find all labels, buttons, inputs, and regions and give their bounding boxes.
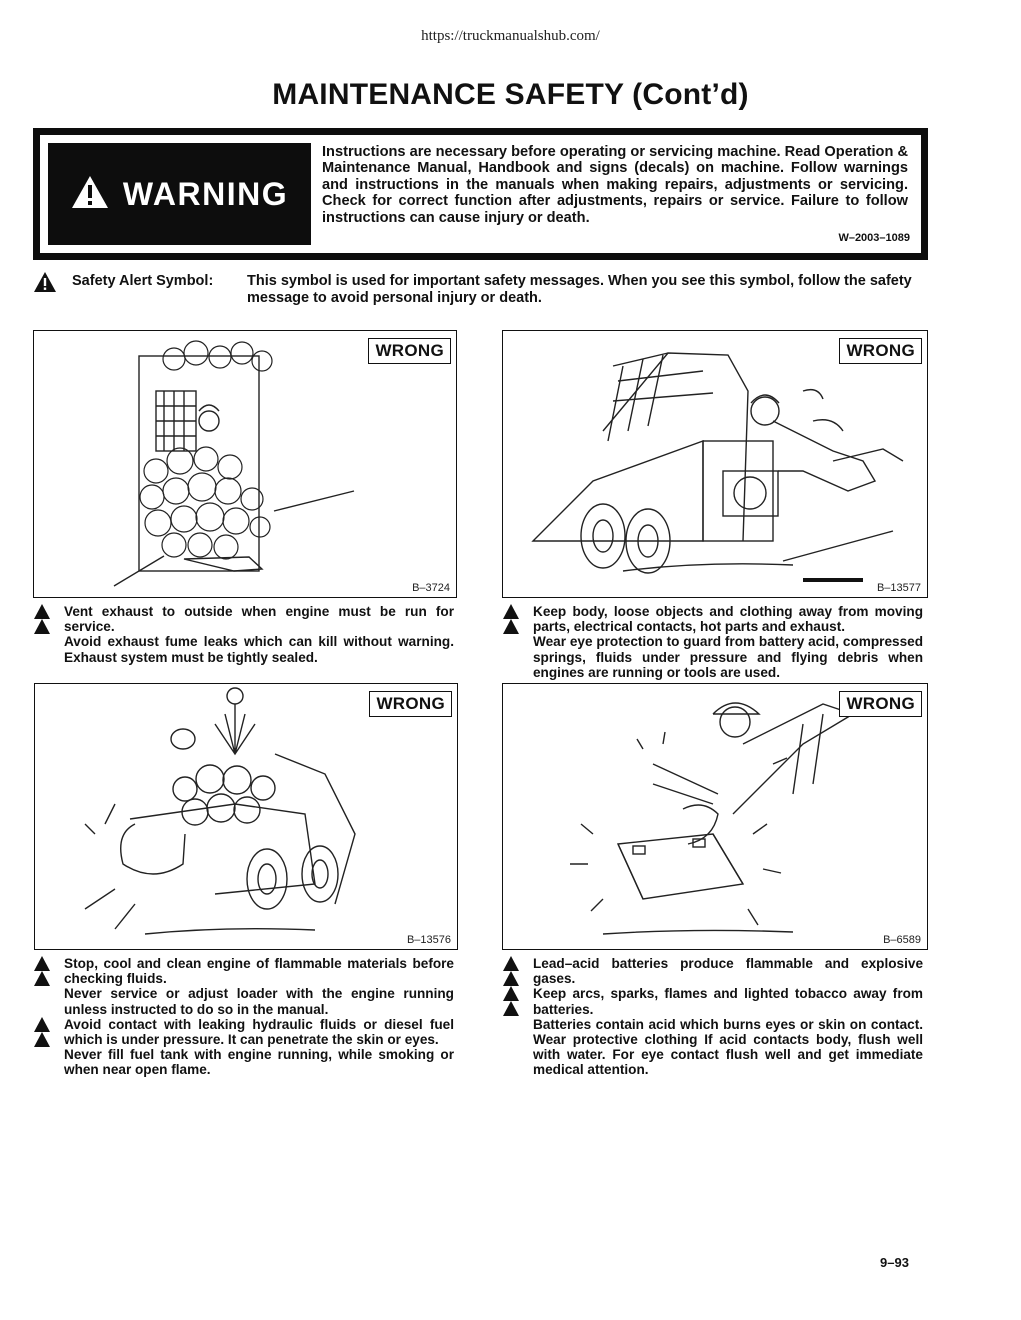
caption-item: Never service or adjust loader with the engine running unless instructed to do so in the manual. [64, 986, 454, 1017]
caption-item: Never fill fuel tank with engine running, while smoking or when near open flame. [64, 1047, 454, 1078]
warning-triangle-icon [71, 175, 109, 214]
figure-code: B–13577 [876, 582, 921, 594]
warning-label: WARNING [122, 175, 289, 212]
caption-item: Keep arcs, sparks, flames and lighted tobacco away from batteries. [503, 986, 923, 1016]
moving-parts-illustration [503, 331, 927, 597]
safety-alert-text: This symbol is used for important safety messages. When you see this symbol, follow the safety message to avoid personal injury or death. [247, 273, 912, 306]
illustration-fluids [34, 683, 458, 950]
illustration-moving-parts [502, 330, 928, 598]
safety-alert-icon [503, 956, 529, 986]
caption-exhaust [34, 604, 454, 665]
wrong-badge: WRONG [839, 338, 922, 364]
fluids-illustration [35, 684, 457, 949]
battery-illustration [503, 684, 927, 949]
caption-item: Stop, cool and clean engine of flammable materials before checking fluids. [34, 956, 454, 986]
caption-item: Keep body, loose objects and clothing away from moving parts, electrical contacts, hot parts and exhaust. [503, 604, 923, 634]
caption-moving-parts [503, 604, 923, 680]
warning-label-block [48, 143, 311, 245]
caption-item: Avoid contact with leaking hydraulic fluids or diesel fuel which is under pressure. It can penetrate the skin or eyes. [34, 1017, 454, 1047]
warning-text: Instructions are necessary before operating or servicing machine. Read Operation & Maintenance Manual, Handbook and signs (decals) on machine. Follow warnings and instructions in the manuals when making repairs, adjustments or servicing. Check for correct function after adjustments, repairs or service. Failure to follow instructions can cause injury or death. [322, 144, 908, 226]
illustration-exhaust [33, 330, 457, 598]
caption-fluids [34, 956, 454, 1078]
wrong-badge: WRONG [368, 338, 451, 364]
source-url: https://truckmanualshub.com/ [421, 28, 600, 44]
caption-item: Batteries contain acid which burns eyes or skin on contact. Wear protective clothing If acid contacts body, flush well with water. For eye contact flush well and get immediate medical attention. [533, 1016, 923, 1078]
exhaust-illustration [34, 331, 456, 597]
caption-item: Wear eye protection to guard from battery acid, compressed springs, fluids under pressure and flying debris when engines are running or tools are used. [533, 634, 923, 680]
safety-alert-icon [34, 272, 56, 292]
figure-code: B–3724 [412, 582, 450, 594]
safety-alert-row [34, 270, 924, 310]
safety-alert-icon [34, 1017, 60, 1047]
caption-item: Avoid exhaust fume leaks which can kill without warning. Exhaust system must be tightly sealed. [64, 634, 454, 665]
safety-alert-icon [34, 956, 60, 986]
wrong-badge: WRONG [839, 691, 922, 717]
caption-battery [503, 956, 923, 1078]
page-number: 9–93 [880, 1255, 909, 1270]
caption-item: Vent exhaust to outside when engine must be run for service. [34, 604, 454, 634]
page-title: MAINTENANCE SAFETY (Cont’d) [272, 78, 749, 111]
warning-code: W–2003–1089 [838, 232, 910, 244]
caption-item: Lead–acid batteries produce flammable and explosive gases. [503, 956, 923, 986]
safety-alert-icon [34, 604, 60, 634]
figure-code: B–6589 [883, 934, 921, 946]
safety-alert-icon [503, 604, 529, 634]
safety-alert-icon [503, 986, 529, 1016]
figure-code: B–13576 [406, 934, 451, 946]
safety-alert-label: Safety Alert Symbol: [72, 273, 214, 289]
illustration-battery [502, 683, 928, 950]
wrong-badge: WRONG [369, 691, 452, 717]
